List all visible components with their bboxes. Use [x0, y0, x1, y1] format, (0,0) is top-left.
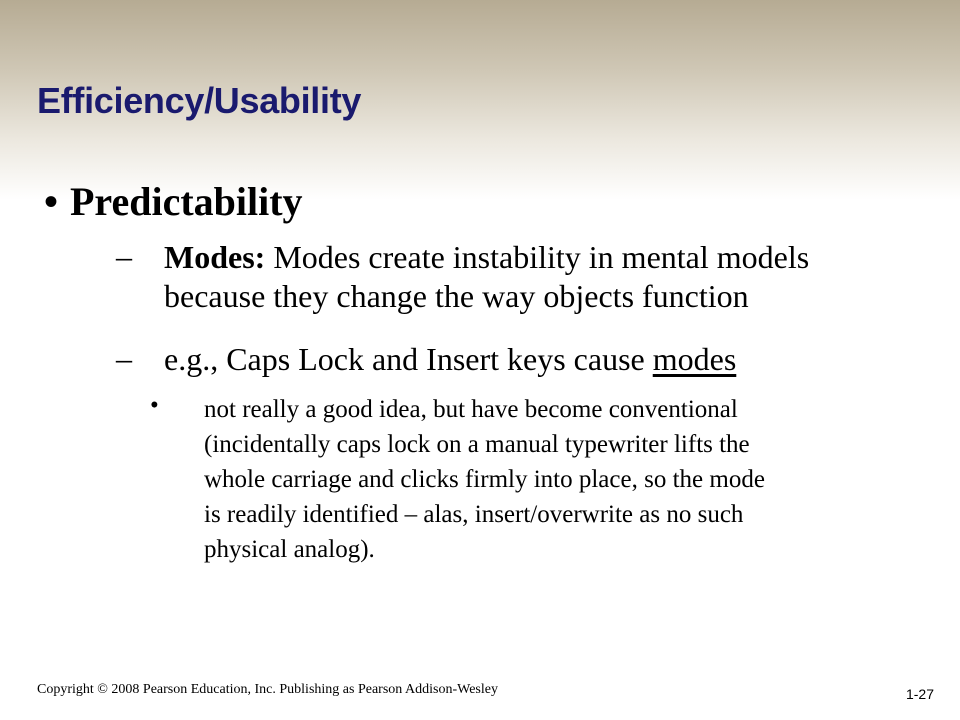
subbullet-modes-text [164, 238, 809, 316]
note-line: (incidentally caps lock on a manual typewriter lifts the [204, 431, 750, 458]
bullet-marker: • [44, 179, 59, 224]
modes-link[interactable]: modes [652, 341, 737, 377]
dash-marker: – [116, 238, 132, 274]
dash-marker: – [116, 340, 132, 376]
slide-title: Efficiency/Usability [37, 80, 362, 121]
note-line: physical analog). [204, 536, 375, 563]
note-line: not really a good idea, but have become conventional [204, 396, 738, 423]
bullet-predictability [44, 178, 303, 225]
modes-label: Modes: [164, 239, 266, 275]
subbullet-example-text [164, 340, 736, 379]
modes-line1: Modes create instability in mental models [265, 239, 810, 275]
page-number: 1-27 [905, 686, 934, 702]
note-line: whole carriage and clicks firmly into place, so the mode [204, 466, 765, 493]
copyright-text: Copyright © 2008 Pearson Education, Inc. Publishing as Pearson Addison-Wesley [37, 682, 498, 697]
note-text [204, 392, 765, 567]
note-line: is readily identified – alas, insert/overwrite as no such [204, 501, 744, 528]
example-prefix: e.g., Caps Lock and Insert keys cause [164, 341, 653, 377]
sub-bullet-marker: • [150, 392, 159, 419]
modes-line2: because they change the way objects function [164, 278, 749, 314]
bullet-text: Predictability [70, 179, 303, 224]
